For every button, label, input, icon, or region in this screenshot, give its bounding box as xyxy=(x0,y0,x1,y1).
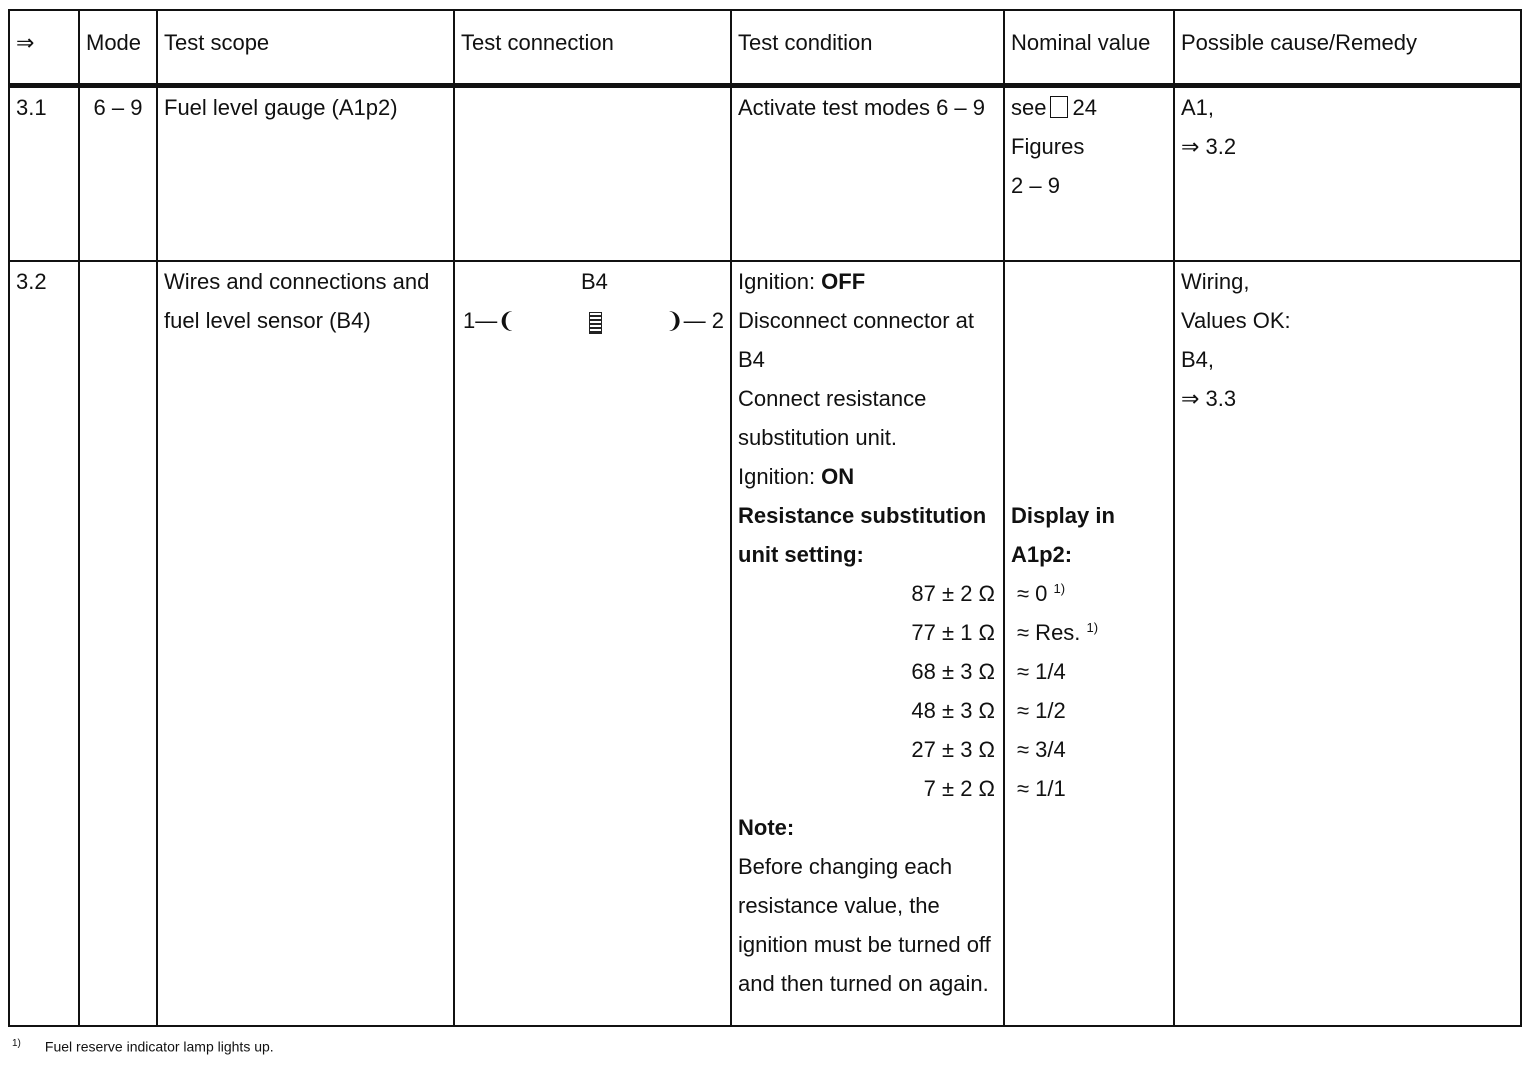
gauge-reading-value: ≈ Res. xyxy=(1017,620,1081,645)
header-nominal-value: Nominal value xyxy=(1004,10,1174,86)
test-scope-cell: Fuel level gauge (A1p2) xyxy=(157,86,454,262)
header-arrow: ⇒ xyxy=(9,10,79,86)
footnote-text: Fuel reserve indicator lamp lights up. xyxy=(44,1038,274,1055)
nominal-reference: 24 xyxy=(1072,95,1097,120)
footnote-mark: 1) xyxy=(1053,581,1066,596)
ignition-on-value: ON xyxy=(821,464,855,489)
mode-value xyxy=(79,261,157,1026)
footnote xyxy=(12,1038,274,1055)
resistance-value: 7 ± 2 Ω xyxy=(923,776,995,801)
nominal-figures: Figures xyxy=(1011,134,1085,159)
nominal-value-cell xyxy=(1004,261,1174,1026)
connector-label: B4 xyxy=(581,269,608,294)
test-scope-line: fuel level sensor (B4) xyxy=(164,308,371,333)
test-connection-cell xyxy=(454,86,731,262)
remedy-next-step: ⇒ 3.2 xyxy=(1181,134,1237,159)
header-possible-cause: Possible cause/Remedy xyxy=(1174,10,1521,86)
remedy-line: B4, xyxy=(1181,347,1215,372)
header-test-condition: Test condition xyxy=(731,10,1004,86)
display-heading: A1p2: xyxy=(1011,542,1073,567)
header-row xyxy=(9,10,1521,86)
footnote-mark: 1) xyxy=(1086,620,1099,635)
resistance-value: 27 ± 3 Ω xyxy=(911,737,995,762)
footnote-number: 1) xyxy=(12,1038,21,1049)
ignition-off-value: OFF xyxy=(821,269,866,294)
gauge-reading xyxy=(1011,574,1167,613)
note-text: Before changing each xyxy=(738,854,953,879)
disconnect-line: Disconnect connector at xyxy=(738,308,975,333)
remedy-line: A1, xyxy=(1181,95,1215,120)
display-heading: Display in xyxy=(1011,503,1115,528)
nominal-spacer xyxy=(1011,262,1167,496)
manual-reference-icon xyxy=(1050,96,1068,118)
resistance-value: 48 ± 3 Ω xyxy=(911,698,995,723)
disconnect-line: B4 xyxy=(738,347,765,372)
resistance-value: 68 ± 3 Ω xyxy=(911,659,995,684)
gauge-reading: ≈ 1/4 xyxy=(1017,659,1066,684)
remedy-cell xyxy=(1174,86,1521,262)
nominal-see-text: see xyxy=(1011,95,1047,120)
nominal-see-line xyxy=(1011,88,1167,127)
test-connection-cell xyxy=(454,261,731,1026)
ignition-on-line xyxy=(738,457,997,496)
test-condition-cell xyxy=(731,261,1004,1026)
test-condition-cell: Activate test modes 6 – 9 xyxy=(731,86,1004,262)
note-text: and then turned on again. xyxy=(738,971,989,996)
connection-diagram xyxy=(461,262,724,352)
gauge-reading-value: ≈ 0 xyxy=(1017,581,1048,606)
test-table xyxy=(8,9,1522,1027)
test-procedure-sheet xyxy=(8,9,1520,1027)
test-scope-cell xyxy=(157,261,454,1026)
header-test-connection: Test connection xyxy=(454,10,731,86)
connect-line: Connect resistance xyxy=(738,386,927,411)
nominal-figure-range: 2 – 9 xyxy=(1011,173,1060,198)
connector-pin-right: ❩— 2 xyxy=(665,308,724,333)
gauge-reading: ≈ 3/4 xyxy=(1017,737,1066,762)
setting-heading: unit setting: xyxy=(738,542,864,567)
fuel-sensor-icon xyxy=(589,312,602,334)
gauge-reading: ≈ 1/1 xyxy=(1017,776,1066,801)
step-number: 3.1 xyxy=(9,86,79,262)
nominal-value-cell xyxy=(1004,86,1174,262)
connector-pin-left: 1—❨ xyxy=(463,308,516,333)
table-row-3-2 xyxy=(9,261,1521,1026)
ignition-label: Ignition: xyxy=(738,464,822,489)
ignition-off-line xyxy=(738,262,997,301)
resistance-value: 87 ± 2 Ω xyxy=(911,581,995,606)
ignition-label: Ignition: xyxy=(738,269,822,294)
remedy-line: Values OK: xyxy=(1181,308,1291,333)
remedy-line: Wiring, xyxy=(1181,269,1250,294)
resistance-value: 77 ± 1 Ω xyxy=(911,620,995,645)
step-number: 3.2 xyxy=(9,261,79,1026)
remedy-cell xyxy=(1174,261,1521,1026)
mode-value: 6 – 9 xyxy=(79,86,157,262)
test-scope-line: Wires and connections and xyxy=(164,269,430,294)
gauge-reading: ≈ 1/2 xyxy=(1017,698,1066,723)
connect-line: substitution unit. xyxy=(738,425,897,450)
setting-heading: Resistance substitution xyxy=(738,503,987,528)
header-mode: Mode xyxy=(79,10,157,86)
note-title: Note: xyxy=(738,815,795,840)
note-text: resistance value, the xyxy=(738,893,940,918)
remedy-next-step: ⇒ 3.3 xyxy=(1181,386,1237,411)
table-row-3-1 xyxy=(9,86,1521,262)
gauge-reading xyxy=(1011,613,1167,652)
header-test-scope: Test scope xyxy=(157,10,454,86)
note-text: ignition must be turned off xyxy=(738,932,991,957)
